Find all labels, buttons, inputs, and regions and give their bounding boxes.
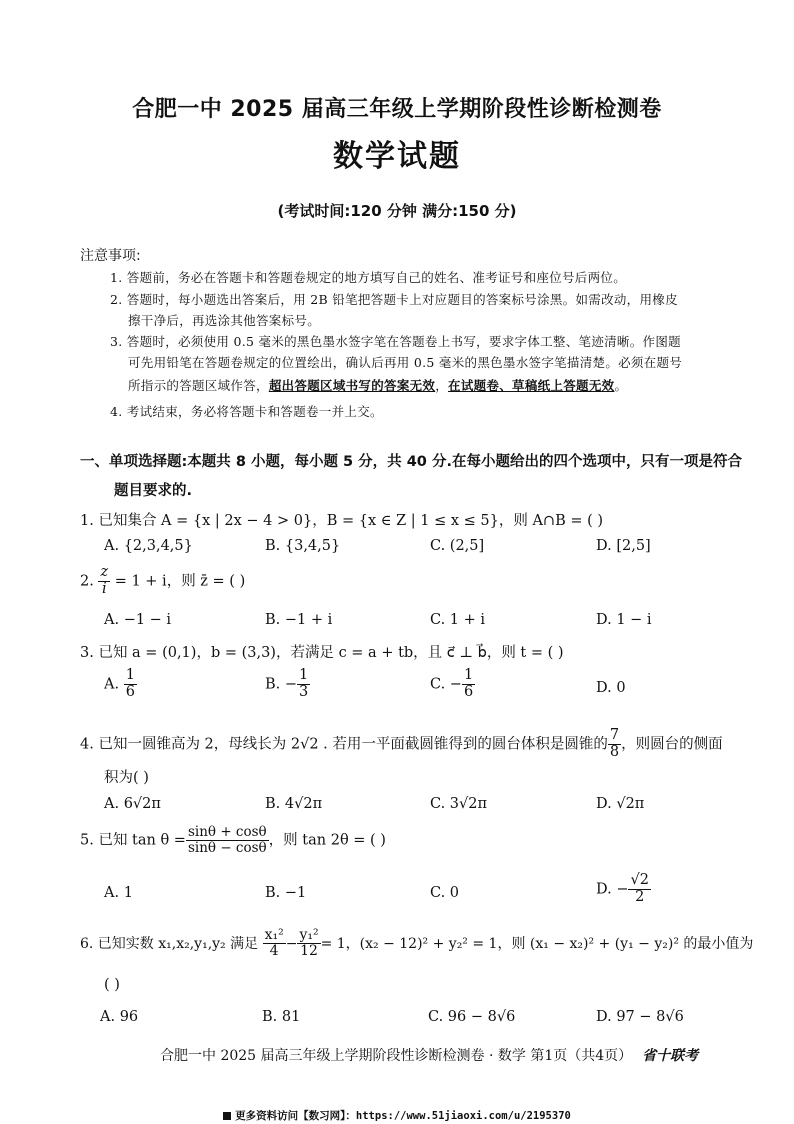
- section-heading-cont: 题目要求的.: [114, 483, 193, 499]
- notice-item-3c-mid: ，: [435, 378, 449, 393]
- question-6-stem-line2: ( ): [104, 977, 120, 993]
- question-5-stem-post: ，则 tan 2θ = ( ): [268, 832, 386, 849]
- question-2-fraction: [98, 565, 110, 598]
- question-2-option-a: A. −1 − i: [104, 612, 172, 628]
- question-3-b-denominator: 3: [299, 683, 309, 700]
- question-6-f1-denominator: 4: [269, 943, 279, 960]
- question-6-f2-denominator: 12: [300, 943, 318, 960]
- question-5-option-d-label: D. −: [596, 881, 629, 898]
- question-3-option-b: [265, 668, 310, 701]
- question-4-stem-pre: 4. 已知一圆锥高为 2，母线长为 2√2 . 若用一平面截圆锥得到的圆台体积是圆锥的: [80, 736, 608, 753]
- question-2-option-d: D. 1 − i: [596, 612, 652, 628]
- question-5-fraction: [186, 825, 269, 856]
- notice-item-2a: 2. 答题时，每小题选出答案后，用 2B 铅笔把答题卡上对应题目的答案标号涂黑。如需改动，用橡皮: [110, 292, 678, 307]
- question-4-frac-denominator: 8: [609, 743, 620, 760]
- notice-item-2b: 擦干净后，再选涂其他答案标号。: [128, 313, 321, 328]
- subject-title: 数学试题: [333, 139, 461, 174]
- section-heading: 一、单项选择题:本题共 8 小题，每小题 5 分，共 40 分.在每小题给出的四个选项中，只有一项是符合: [80, 454, 742, 470]
- question-6-stem-post: = 1，(x₂ − 12)² + y₂² = 1，则 (x₁ − x₂)² + (y₁ − y₂)² 的最小值为: [320, 935, 754, 952]
- flag-icon: [223, 1112, 231, 1120]
- question-5-stem-pre: 5. 已知 tan θ =: [80, 832, 186, 849]
- question-2-frac-denominator: i: [101, 580, 107, 597]
- question-4-option-a: A. 6√2π: [104, 796, 161, 812]
- question-5-d-denominator: 2: [635, 888, 645, 905]
- notice-title: 注意事项:: [80, 248, 141, 264]
- question-6-f2-numerator: y₁²: [299, 927, 319, 943]
- notice-invalid-area: 超出答题区域书写的答案无效: [268, 378, 436, 393]
- question-3-option-d: D. 0: [596, 680, 626, 696]
- question-4-stem-line2: 积为( ): [104, 770, 149, 786]
- question-3-option-a-label: A.: [104, 676, 120, 693]
- question-5-frac-numerator: sinθ + cosθ: [187, 824, 267, 840]
- question-3-option-c-label: C. −: [430, 676, 462, 693]
- notice-item-3a: 3. 答题时，必须使用 0.5 毫米的黑色墨水签字笔在答题卷上书写，要求字体工整、笔迹清晰。作图题: [110, 334, 681, 349]
- resource-link-text[interactable]: 更多资料访问【数习网】：https://www.51jiaoxi.com/u/2195370: [235, 1110, 571, 1122]
- question-1-option-a: A. {2,3,4,5}: [104, 538, 193, 554]
- question-2-option-b: B. −1 + i: [265, 612, 333, 628]
- question-6-stem-pre: 6. 已知实数 x₁,x₂,y₁,y₂ 满足: [80, 935, 259, 952]
- question-4-option-c: C. 3√2π: [430, 796, 488, 812]
- exam-title: 合肥一中 2025 届高三年级上学期阶段性诊断检测卷: [132, 97, 662, 122]
- question-4-option-d: D. √2π: [596, 796, 645, 812]
- notice-item-1: 1. 答题前，务必在答题卡和答题卷规定的地方填写自己的姓名、准考证号和座位号后两位。: [110, 270, 627, 285]
- exam-info: (考试时间:120 分钟 满分:150 分): [277, 202, 517, 220]
- question-3-stem: 3. 已知 a = (0,1)，b = (3,3)，若满足 c = a + tb，且 c⃗ ⊥ b⃗，则 t = ( ): [80, 645, 564, 661]
- question-5-option-b: B. −1: [265, 885, 307, 901]
- question-5-option-d-fraction: [628, 873, 650, 906]
- question-1-option-d: D. [2,5]: [596, 538, 651, 554]
- notice-invalid-draft: 在试题卷、草稿纸上答题无效: [448, 378, 615, 393]
- question-5-option-a: A. 1: [104, 885, 133, 901]
- question-3-a-numerator: 1: [125, 667, 135, 683]
- question-6-option-a: A. 96: [100, 1009, 139, 1025]
- question-3-option-a: [104, 668, 137, 701]
- notice-item-3c: [128, 376, 627, 394]
- resource-link[interactable]: [0, 1108, 794, 1123]
- question-6-f1-numerator: x₁²: [264, 927, 284, 943]
- question-4-frac-numerator: 7: [609, 727, 620, 743]
- notice-item-3c-plain: 所指示的答题区域作答，: [128, 378, 269, 393]
- question-2-stem: [80, 565, 245, 598]
- question-5-frac-denominator: sinθ − cosθ: [187, 839, 267, 856]
- question-6-option-c: C. 96 − 8√6: [428, 1009, 516, 1025]
- question-4-stem: [80, 728, 723, 761]
- question-3-option-b-fraction: [297, 668, 310, 701]
- question-3-c-denominator: 6: [463, 683, 474, 700]
- page-footer: [160, 1045, 698, 1065]
- question-1-stem: 1. 已知集合 A = {x | 2x − 4 > 0}，B = {x ∈ Z | 1 ≤ x ≤ 5}，则 A∩B = ( ): [80, 513, 604, 529]
- question-1-option-c: C. (2,5]: [430, 538, 485, 554]
- question-4-stem-post: ，则圆台的侧面: [621, 736, 723, 753]
- question-6-fraction-1: [263, 928, 286, 960]
- question-5-d-numerator: √2: [630, 872, 649, 888]
- question-5-option-d: [596, 873, 651, 906]
- question-3-option-b-label: B. −: [265, 676, 298, 693]
- question-6-stem: [80, 928, 753, 960]
- question-5-stem: [80, 825, 386, 856]
- question-3-a-denominator: 6: [125, 683, 135, 700]
- notice-item-3c-end: 。: [614, 378, 628, 393]
- question-5-option-c: C. 0: [430, 885, 460, 901]
- question-3-option-c: [430, 668, 475, 701]
- footer-text: 合肥一中 2025 届高三年级上学期阶段性诊断检测卷 · 数学 第1页（共4页）: [160, 1048, 633, 1064]
- notice-item-4: 4. 考试结束，务必将答题卡和答题卷一并上交。: [110, 404, 383, 419]
- question-6-option-b: B. 81: [262, 1009, 301, 1025]
- question-3-option-c-fraction: [462, 668, 475, 701]
- question-2-option-c: C. 1 + i: [430, 612, 486, 628]
- question-3-b-numerator: 1: [299, 667, 309, 683]
- question-3-c-numerator: 1: [463, 667, 474, 683]
- question-2-number: 2.: [80, 573, 94, 590]
- question-1-option-b: B. {3,4,5}: [265, 538, 341, 554]
- question-4-fraction: [608, 728, 621, 761]
- question-2-stem-rest: = 1 + i，则 z̄ = ( ): [110, 573, 246, 590]
- question-4-option-b: B. 4√2π: [265, 796, 323, 812]
- notice-item-3b: 可先用铅笔在答题卷规定的位置绘出，确认后再用 0.5 毫米的黑色墨水签字笔描清楚。必须在题号: [128, 355, 683, 370]
- question-6-fraction-2: [297, 928, 320, 960]
- question-2-frac-numerator: z: [100, 564, 109, 580]
- footer-stamp: 省十联考: [642, 1048, 699, 1064]
- question-3-option-a-fraction: [124, 668, 137, 701]
- question-6-option-d: D. 97 − 8√6: [596, 1009, 684, 1025]
- question-6-minus: −: [285, 935, 298, 952]
